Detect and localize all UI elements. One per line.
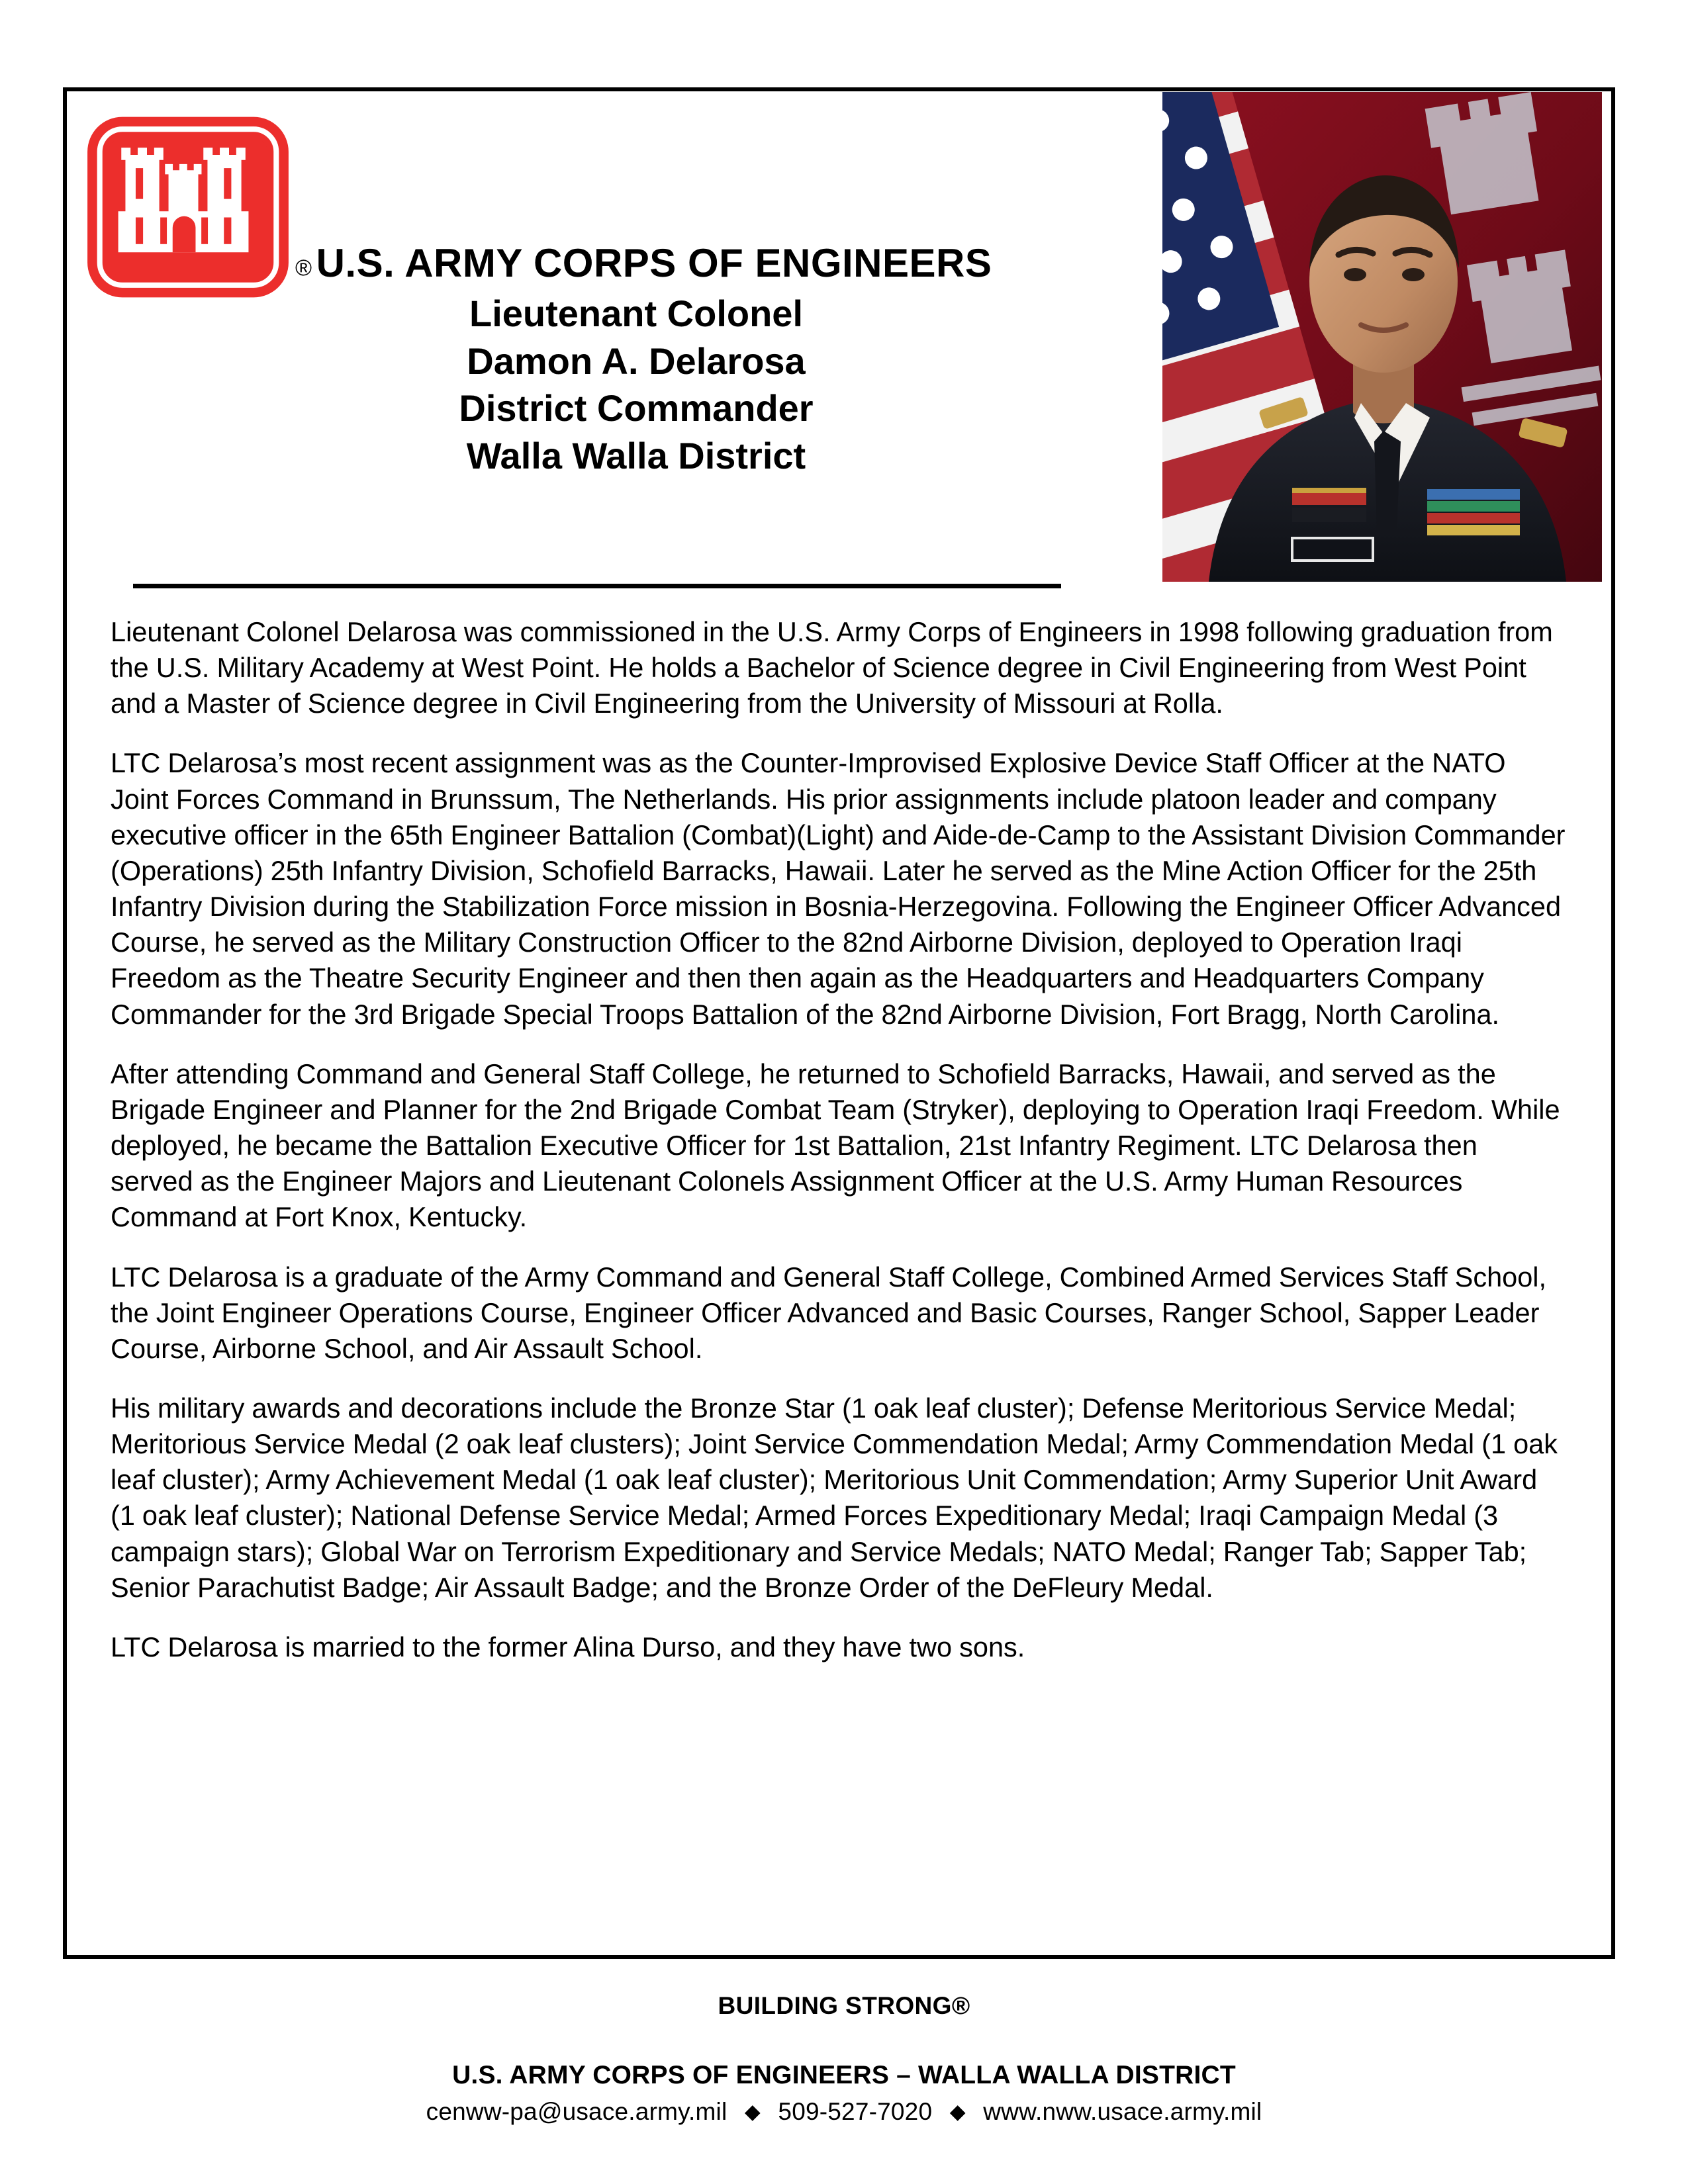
subject-district: Walla Walla District <box>466 435 806 477</box>
header <box>67 91 1611 614</box>
diamond-separator-icon: ◆ <box>949 2100 966 2123</box>
subject-portrait <box>1162 92 1602 582</box>
subject-position: District Commander <box>459 387 814 430</box>
bio-paragraph: Lieutenant Colonel Delarosa was commissioned in the U.S. Army Corps of Engineers in 1998 following graduation from the U.S. Military Academy at West Point. He holds a Bachelor of Science degree in Civil Engineering from West Point and a Master of Science degree in Civil Engineering from the University of Missouri at Rolla. <box>111 616 1553 719</box>
footer-phone[interactable]: 509-527-7020 <box>778 2098 933 2125</box>
bio-sheet <box>63 87 1615 1959</box>
bio-paragraph: LTC Delarosa’s most recent assignment was as the Counter-Improvised Explosive Device Staff Officer at the NATO Joint Forces Command in Brunssum, The Netherlands. His prior assignments include platoon leader and company executive officer in the 65th Engineer Battalion (Combat)(Light) and Aide-de-Camp to the Assistant Division Commander (Operations) 25th Infantry Division, Schofield Barracks, Hawaii. Later he served as the Mine Action Officer for the 25th Infantry Division during the Stabilization Force mission in Bosnia-Herzegovina. Following the Engineer Officer Advanced Course, he served as the Military Construction Officer to the 82nd Airborne Division, deployed to Operation Iraqi Freedom as the Theatre Security Engineer and then then again as the Headquarters and Headquarters Company Commander for the 3rd Brigade Special Troops Battalion of the 82nd Airborne Division, Fort Bragg, North Carolina. <box>111 747 1566 1030</box>
footer-district-line: U.S. ARMY CORPS OF ENGINEERS – WALLA WALLA DISTRICT <box>452 2061 1236 2089</box>
page-footer <box>0 1992 1688 2126</box>
registered-mark-icon: ® <box>295 255 312 281</box>
bio-paragraph: LTC Delarosa is a graduate of the Army Command and General Staff College, Combined Armed Services Staff School, the Joint Engineer Operations Course, Engineer Officer Advanced and Basic Courses, Ranger School, Sapper Leader Course, Airborne School, and Air Assault School. <box>111 1261 1547 1364</box>
bio-paragraph: LTC Delarosa is married to the former Alina Durso, and they have two sons. <box>111 1631 1025 1662</box>
header-divider <box>133 584 1061 588</box>
organization-title <box>295 240 992 286</box>
subject-name: Damon A. Delarosa <box>467 340 806 382</box>
footer-website[interactable]: www.nww.usace.army.mil <box>983 2098 1262 2125</box>
organization-name: U.S. ARMY CORPS OF ENGINEERS <box>316 241 992 285</box>
building-strong-tagline: BUILDING STRONG® <box>718 1992 970 2019</box>
subject-rank: Lieutenant Colonel <box>469 293 803 334</box>
biography-body <box>67 614 1611 1665</box>
diamond-separator-icon: ◆ <box>744 2100 761 2123</box>
bio-paragraph: After attending Command and General Staff College, he returned to Schofield Barracks, Hawaii, and served as the Brigade Engineer and Planner for the 2nd Brigade Combat Team (Stryker), deploying to Operation Iraqi Freedom. While deployed, he became the Battalion Executive Officer for 1st Battalion, 21st Infantry Regiment. LTC Delarosa then served as the Engineer Majors and Lieutenant Colonels Assignment Officer at the U.S. Army Human Resources Command at Fort Knox, Kentucky. <box>111 1058 1560 1233</box>
subject-title-block <box>239 290 1033 480</box>
footer-contact-line <box>0 2098 1688 2126</box>
usace-castle-logo <box>85 105 291 310</box>
footer-email[interactable]: cenww-pa@usace.army.mil <box>426 2098 727 2125</box>
bio-paragraph: His military awards and decorations include the Bronze Star (1 oak leaf cluster); Defense Meritorious Service Medal; Meritorious Service Medal (2 oak leaf clusters); Joint Service Commendation Medal; Army Commendation Medal (1 oak leaf cluster); Army Achievement Medal (1 oak leaf cluster); Meritorious Unit Commendation; Army Superior Unit Award (1 oak leaf cluster); National Defense Service Medal; Armed Forces Expeditionary Medal; Iraqi Campaign Medal (3 campaign stars); Global War on Terrorism Expeditionary and Service Medals; NATO Medal; Ranger Tab; Sapper Tab; Senior Parachutist Badge; Air Assault Badge; and the Bronze Order of the DeFleury Medal. <box>111 1392 1558 1603</box>
